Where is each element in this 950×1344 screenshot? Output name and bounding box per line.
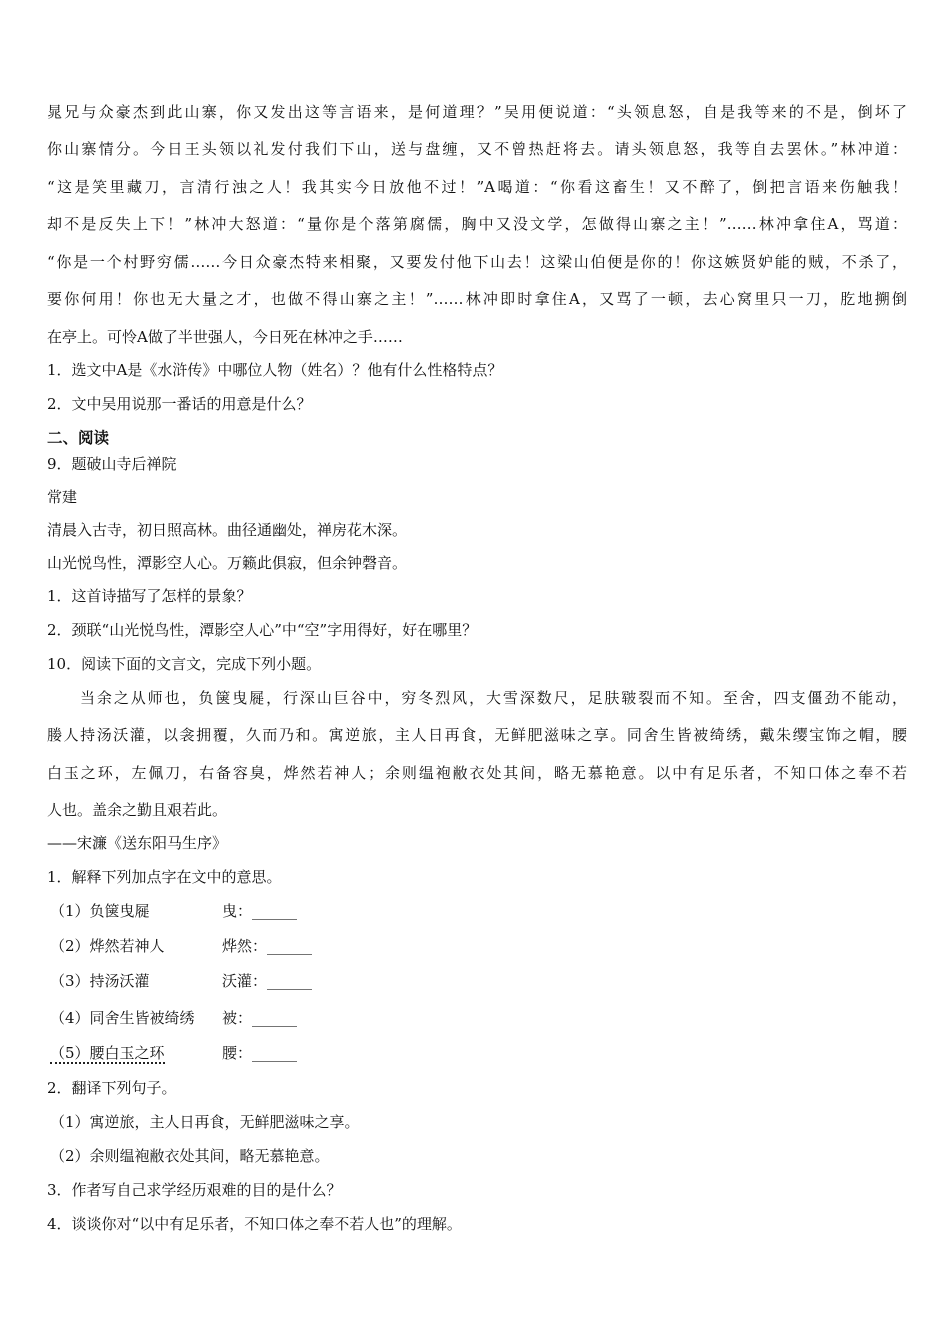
passage-line: 你山寨情分。今日王头领以礼发付我们下山，送与盘缠，又不曾热赶将去。请头领息怒，我等自去罢休。”林冲道： <box>47 140 907 158</box>
classical-passage-line: 当余之从师也，负箧曳屣，行深山巨谷中，穷冬烈风，大雪深数尺，足肤皲裂而不知。至舍，四支僵劲不能动， <box>80 689 907 707</box>
answer-blank[interactable]: 腰：______ <box>222 1044 298 1062</box>
translate-item: （2）余则缊袍敝衣处其间，略无慕艳意。 <box>50 1147 330 1165</box>
passage-source: ——宋濂《送东阳马生序》 <box>47 834 228 852</box>
passage-line: “这是笑里藏刀，言清行浊之人！我其实今日放他不过！”A喝道：“你看这畜生！又不醉了，倒把言语来伤触我！ <box>47 178 907 196</box>
term-row <box>50 936 312 956</box>
term-phrase: （3）持汤沃灌 <box>50 972 150 990</box>
question-title: 10．阅读下面的文言文，完成下列小题。 <box>47 655 322 673</box>
question-item: 2．颈联“山光悦鸟性，潭影空人心”中“空”字用得好，好在哪里？ <box>47 621 478 639</box>
passage-line: 在亭上。可怜A做了半世强人，今日死在林冲之手…… <box>47 328 403 346</box>
question-item: 2．文中吴用说那一番话的用意是什么？ <box>47 395 312 413</box>
question-item: 2．翻译下列句子。 <box>47 1079 177 1097</box>
answer-blank[interactable]: 烨然：______ <box>222 937 313 955</box>
passage-line: 晁兄与众豪杰到此山寨，你又发出这等言语来，是何道理？”吴用便说道：“头领息怒，自是我等来的不是，倒坏了 <box>47 103 907 121</box>
term-row <box>50 901 297 921</box>
term-phrase: （4）同舍生皆被绮绣 <box>50 1009 195 1027</box>
question-item: 1．解释下列加点字在文中的意思。 <box>47 868 282 886</box>
term-row <box>50 971 312 991</box>
passage-line: 却不是反失上下！”林冲大怒道：“量你是个落第腐儒，胸中又没文学，怎做得山寨之主！”……林冲拿住A，骂道： <box>47 215 907 233</box>
answer-blank[interactable]: 沃灌：______ <box>222 972 313 990</box>
passage-line: 要你何用！你也无大量之才，也做不得山寨之主！”……林冲即时拿住A，又骂了一顿，去心窝里只一刀，肐地搠倒 <box>47 290 907 308</box>
answer-blank[interactable]: 被：______ <box>222 1009 298 1027</box>
poem-line: 山光悦鸟性，潭影空人心。万籁此俱寂，但余钟磬音。 <box>47 554 408 572</box>
translate-item: （1）寓逆旅，主人日再食，无鲜肥滋味之享。 <box>50 1113 360 1131</box>
term-row <box>50 1043 297 1063</box>
classical-passage-line: 媵人持汤沃灌，以衾拥覆，久而乃和。寓逆旅，主人日再食，无鲜肥滋味之享。同舍生皆被绮绣，戴朱缨宝饰之帽，腰 <box>47 726 907 744</box>
poem-author: 常建 <box>47 488 78 506</box>
question-item: 1．选文中A是《水浒传》中哪位人物（姓名）？他有什么性格特点？ <box>47 361 503 379</box>
passage-line: “你是一个村野穷儒……今日众豪杰特来相聚，又要发付他下山去！这梁山伯便是你的！你这嫉贤妒能的贼，不杀了， <box>47 253 907 271</box>
question-title: 9．题破山寺后禅院 <box>47 455 177 473</box>
term-phrase-text: （5）腰白玉之环 <box>50 1044 165 1062</box>
poem-line: 清晨入古寺，初日照高林。曲径通幽处，禅房花木深。 <box>47 521 408 539</box>
question-item: 4．谈谈你对“以中有足乐者，不知口体之奉不若人也”的理解。 <box>47 1215 462 1233</box>
classical-passage-line: 白玉之环，左佩刀，右备容臭，烨然若神人；余则缊袍敝衣处其间，略无慕艳意。以中有足乐者，不知口体之奉不若 <box>47 764 907 782</box>
classical-passage-line: 人也。盖余之勤且艰若此。 <box>47 801 228 819</box>
term-phrase: （2）烨然若神人 <box>50 937 165 955</box>
question-item: 3．作者写自己求学经历艰难的目的是什么？ <box>47 1181 342 1199</box>
answer-blank[interactable]: 曳：______ <box>222 902 298 920</box>
section-heading: 二、阅读 <box>47 428 110 447</box>
term-phrase: （1）负箧曳屣 <box>50 902 150 920</box>
term-phrase <box>50 1043 222 1063</box>
term-row <box>50 1008 297 1028</box>
question-item: 1．这首诗描写了怎样的景象？ <box>47 587 252 605</box>
